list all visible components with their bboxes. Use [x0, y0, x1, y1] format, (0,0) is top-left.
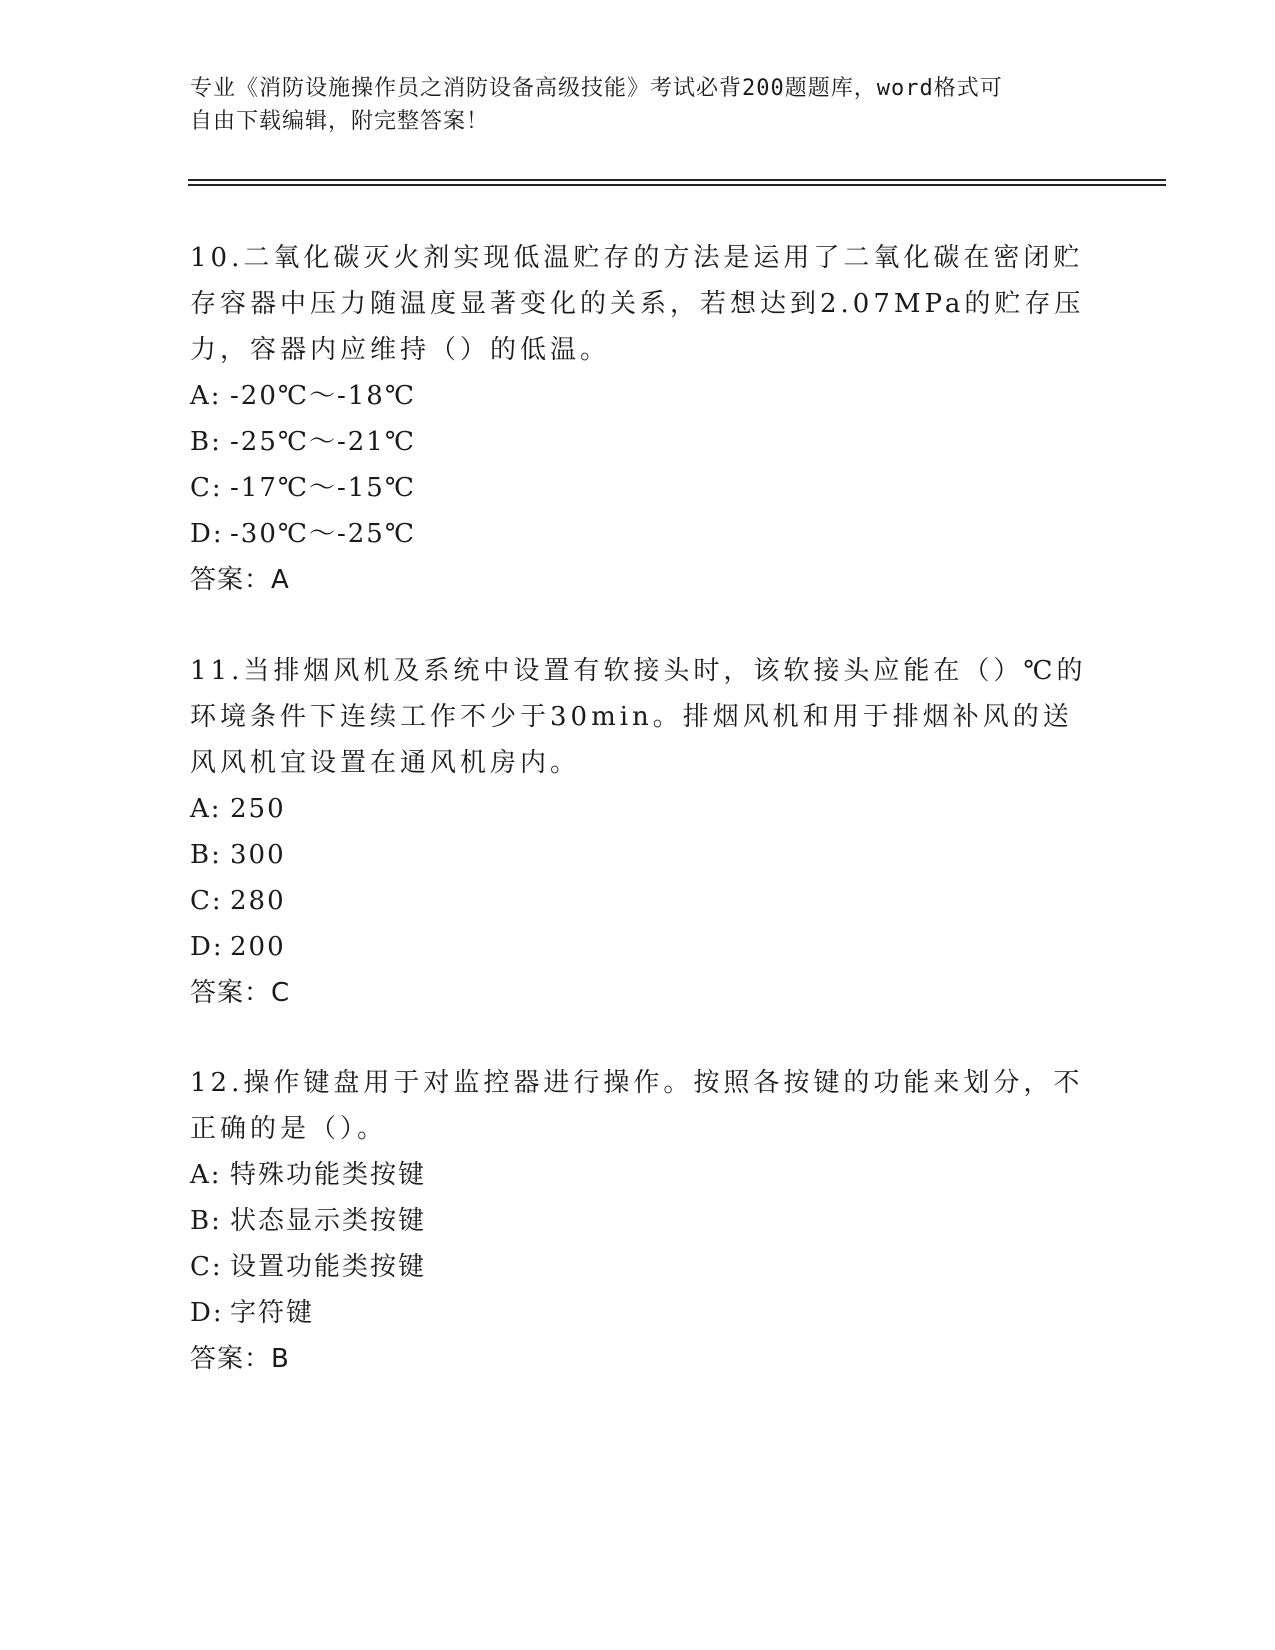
option-text: 特殊功能类按键 — [230, 1160, 427, 1190]
option-text: 字符键 — [230, 1298, 315, 1328]
option-text: -20℃～-18℃ — [230, 381, 416, 411]
question-number: 11. — [190, 656, 244, 686]
option-letter: A: — [190, 1160, 222, 1190]
question-text — [190, 648, 1090, 786]
header-rule-top — [188, 179, 1166, 181]
option-letter: B: — [190, 427, 222, 457]
header-line-2: 自由下载编辑，附完整答案！ — [190, 109, 490, 134]
option-a — [190, 373, 1090, 419]
question-number: 10. — [190, 243, 244, 273]
option-letter: A: — [190, 794, 222, 824]
question-body: 操作键盘用于对监控器进行操作。按照各按键的功能来划分，不正确的是（）。 — [190, 1068, 1084, 1144]
option-c — [190, 465, 1090, 511]
option-d — [190, 1290, 1090, 1336]
option-letter: C: — [190, 1252, 223, 1282]
option-letter: A: — [190, 381, 222, 411]
option-letter: D: — [190, 1298, 224, 1328]
option-letter: B: — [190, 840, 222, 870]
question-10 — [190, 235, 1090, 603]
document-header — [190, 72, 1090, 138]
option-text: 300 — [230, 840, 286, 870]
answer-line: 答案：C — [190, 978, 291, 1008]
answer-line: 答案：B — [190, 1344, 290, 1374]
option-letter: C: — [190, 886, 223, 916]
option-b — [190, 419, 1090, 465]
option-letter: D: — [190, 519, 224, 549]
header-line-1: 专业《消防设施操作员之消防设备高级技能》考试必背200题题库，word格式可 — [190, 76, 1003, 101]
option-letter: B: — [190, 1206, 222, 1236]
header-rule-bottom — [188, 184, 1166, 186]
option-text: -25℃～-21℃ — [230, 427, 416, 457]
option-c — [190, 878, 1090, 924]
question-number: 12. — [190, 1068, 244, 1098]
option-b — [190, 832, 1090, 878]
option-d — [190, 511, 1090, 557]
question-12 — [190, 1060, 1090, 1382]
option-text: 250 — [230, 794, 286, 824]
question-body: 当排烟风机及系统中设置有软接头时，该软接头应能在（）℃的环境条件下连续工作不少于30min。排烟风机和用于排烟补风的送风风机宜设置在通风机房内。 — [190, 656, 1087, 778]
question-text — [190, 235, 1090, 373]
option-b — [190, 1198, 1090, 1244]
question-text — [190, 1060, 1090, 1152]
option-a — [190, 786, 1090, 832]
option-text: 280 — [230, 886, 286, 916]
option-letter: D: — [190, 932, 224, 962]
option-text: 200 — [230, 932, 286, 962]
question-body: 二氧化碳灭火剂实现低温贮存的方法是运用了二氧化碳在密闭贮存容器中压力随温度显著变化的关系，若想达到2.07MPa的贮存压力，容器内应维持（）的低温。 — [190, 243, 1085, 365]
answer-line: 答案：A — [190, 565, 290, 595]
option-c — [190, 1244, 1090, 1290]
option-letter: C: — [190, 473, 223, 503]
option-text: -30℃～-25℃ — [230, 519, 416, 549]
option-text: 状态显示类按键 — [230, 1206, 427, 1236]
option-d — [190, 924, 1090, 970]
option-text: -17℃～-15℃ — [230, 473, 416, 503]
question-11 — [190, 648, 1090, 1016]
option-text: 设置功能类按键 — [230, 1252, 427, 1282]
option-a — [190, 1152, 1090, 1198]
